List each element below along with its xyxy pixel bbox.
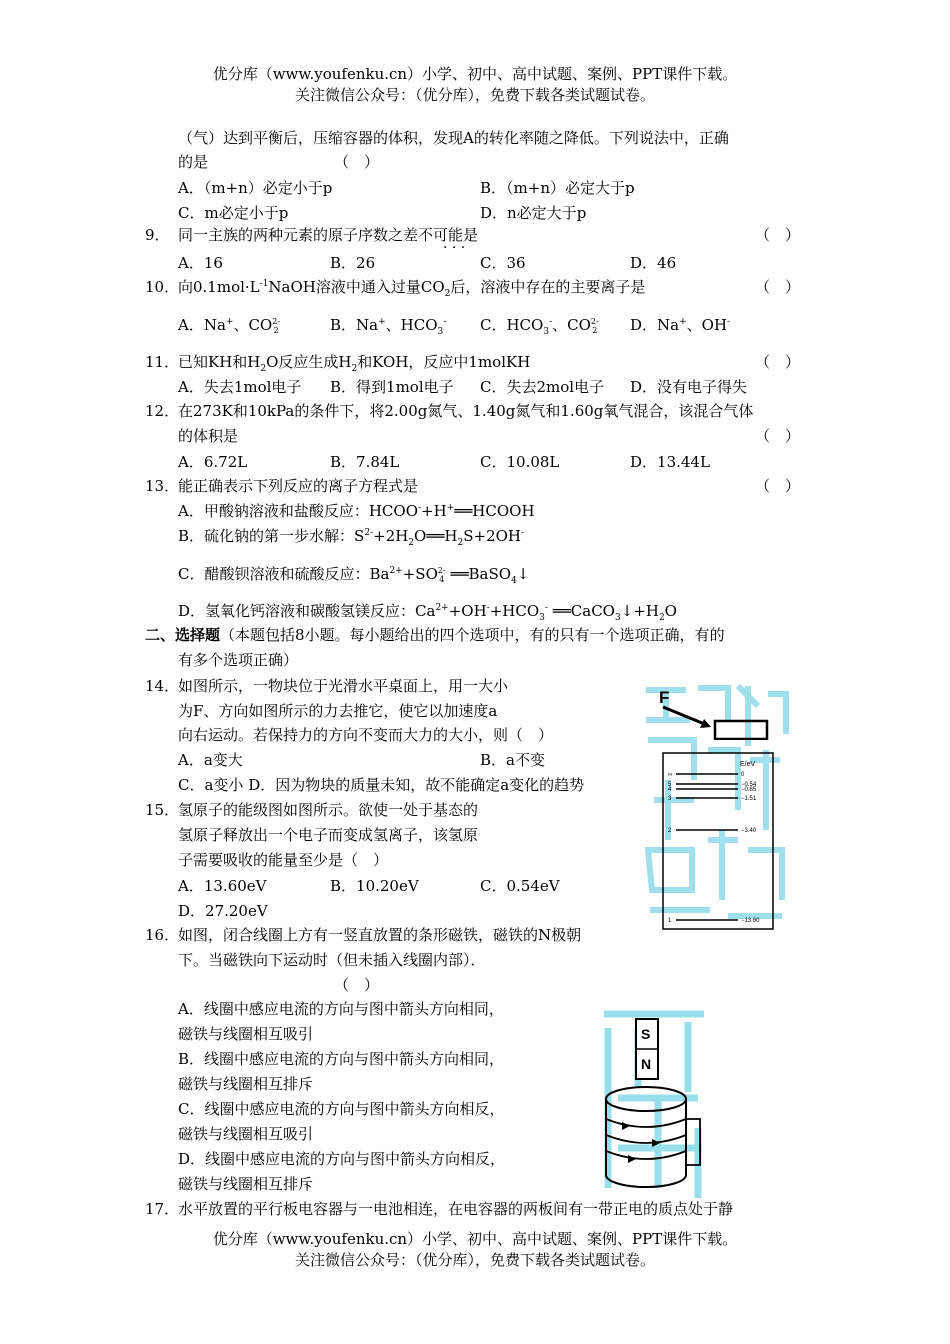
q11-number: 11．: [145, 353, 180, 371]
q14-number: 14．: [145, 677, 180, 695]
q16-option-d-line-1: D．线圈中感应电流的方向与图中箭头方向相反，: [178, 1150, 506, 1168]
q8-option-a: A．（m+n）必定小于p: [178, 179, 333, 197]
energy-level-value: −1.51: [741, 796, 757, 802]
q8-stem-line-1: （气）达到平衡后，压缩容器的体积，发现A的转化率随之降低。下列说法中，正确: [178, 129, 729, 147]
q14-stem-line-3: 向右运动。若保持力的方向不变而大力的大小，则（ ）: [178, 726, 554, 744]
force-label-f: F: [659, 688, 670, 707]
q9-stem: 同一主族的两种元素的原子序数之差不可能是: [178, 226, 479, 244]
q11-option-d: D．没有电子得失: [630, 378, 748, 396]
q9-option-c: C．36: [480, 254, 526, 272]
q15-stem-line-3: 子需要吸收的能量至少是（ ）: [178, 851, 389, 869]
q16-magnet-coil-figure: [600, 1015, 710, 1195]
energy-level-n: 3: [668, 796, 672, 802]
energy-level-n: 1: [668, 918, 672, 924]
q16-option-b-line-1: B．线圈中感应电流的方向与图中箭头方向相同，: [178, 1050, 505, 1068]
q14-option-cd: C．a变小 D．因为物块的质量未知，故不能确定a变化的趋势: [178, 776, 585, 794]
q8-answer-bracket: （ ）: [334, 153, 380, 171]
q14-force-figure: [645, 685, 790, 740]
energy-level-value: 0: [741, 772, 745, 778]
q14-stem-line-1: 如图所示，一物块位于光滑水平桌面上，用一大小: [178, 677, 509, 695]
q11-answer-bracket: （ ）: [755, 353, 801, 371]
q16-number: 16．: [145, 926, 180, 944]
q16-option-b-line-2: 磁铁与线圈相互排斥: [178, 1075, 314, 1093]
energy-level-value: −13.60: [741, 918, 760, 924]
section-2-heading: [145, 625, 725, 645]
magnet-s-pole: S: [641, 1026, 651, 1042]
energy-level-n: 5: [668, 782, 672, 788]
q10-number: 10．: [145, 278, 180, 296]
energy-level-n: 2: [668, 828, 672, 834]
q10-option-b: B．Na+、$HCO_3^-$: [330, 316, 447, 337]
section-2-desc: （本题包括8小题。每小题给出的四个选项中，有的只有一个选项正确，有的: [220, 626, 725, 644]
q12-stem-line-2: 的体积是: [178, 427, 239, 445]
header-line-1: 优分库（www.youfenku.cn）小学、初中、高中试题、案例、PPT课件下载。: [212, 65, 738, 83]
footer-line-2: 关注微信公众号：（优分库），免费下载各类试题试卷。: [294, 1251, 655, 1269]
q13-option-d: D．氢氧化钙溶液和碳酸氢镁反应：$Ca^{2+}+OH^-+HCO_3^-$ $══CaCO_3↓+H_2O$: [178, 602, 677, 623]
footer-line-1: 优分库（www.youfenku.cn）小学、初中、高中试题、案例、PPT课件下载。: [212, 1230, 738, 1248]
q12-answer-bracket: （ ）: [755, 427, 801, 445]
q13-option-c: C．醋酸钡溶液和硫酸反应：$Ba^{2+}+SO2-$ 4 ══BaSO$_4$↓: [178, 565, 530, 586]
header-line-2: 关注微信公众号：（优分库），免费下载各类试题试卷。: [294, 86, 655, 104]
energy-level-value: −0.54: [741, 782, 757, 788]
section-2-title: 二、选择题: [145, 626, 221, 644]
q8-option-c: C．m必定小于p: [178, 204, 289, 222]
q8-option-b: B．（m+n）必定大于p: [480, 179, 635, 197]
q10-option-d: D．Na+、OH-: [630, 316, 731, 334]
q10-option-a: A．Na+、CO2- 2: [178, 316, 281, 335]
q14-stem-line-2: 为F、方向如图所示的力去推它，使它以加速度a: [178, 702, 498, 720]
energy-diagram-frame: [663, 753, 773, 929]
q17-number: 17．: [145, 1200, 180, 1218]
q15-option-c: C．0.54eV: [480, 877, 560, 895]
energy-level-n: ∞: [668, 772, 673, 778]
energy-level-value: −0.85: [741, 787, 757, 793]
q12-option-c: C．10.08L: [480, 453, 560, 471]
q11-stem: 已知KH和$H_2O$反应生成$H_2$和KOH，反应中1molKH: [178, 353, 531, 374]
coil-top: [606, 1087, 686, 1111]
q15-energy-level-figure: [662, 752, 774, 930]
q12-option-b: B．7.84L: [330, 453, 400, 471]
coil-windings: [606, 1119, 686, 1159]
q16-option-c-line-1: C．线圈中感应电流的方向与图中箭头方向相反，: [178, 1100, 505, 1118]
q15-stem-line-2: 氢原子释放出一个电子而变成氢离子，该氢原: [178, 826, 479, 844]
q15-option-d: D．27.20eV: [178, 902, 268, 920]
q15-option-a: A．13.60eV: [178, 877, 267, 895]
q8-option-d: D．n必定大于p: [480, 204, 587, 222]
q13-number: 13．: [145, 477, 180, 495]
q12-stem-line-1: 在273K和10kPa的条件下，将2.00g氮气、1.40g氮气和1.60g氧气混合，该混合气体: [178, 402, 754, 420]
q16-answer-bracket: （ ）: [334, 976, 380, 994]
coil-wire-loop: [686, 1119, 700, 1165]
q16-stem-line-1: 如图，闭合线圈上方有一竖直放置的条形磁铁，磁铁的N极朝: [178, 926, 582, 944]
magnet-n-pole: N: [641, 1056, 652, 1072]
q14-option-b: B．a不变: [480, 751, 545, 769]
q13-option-b: B．硫化钠的第一步水解：$S^{2-}+2H_2O══H_2S+2OH^-$: [178, 527, 525, 548]
q15-option-b: B．10.20eV: [330, 877, 419, 895]
q9-number: 9．: [145, 226, 170, 244]
q16-option-c-line-2: 磁铁与线圈相互吸引: [178, 1125, 314, 1143]
q12-option-a: A．6.72L: [178, 453, 248, 471]
force-arrow-icon: [663, 707, 707, 725]
q10-option-c: C．$HCO_3^-$、CO2- 2: [480, 316, 599, 337]
energy-level-value: −3.40: [741, 828, 757, 834]
q11-option-c: C．失去2mol电子: [480, 378, 605, 396]
q16-option-d-line-2: 磁铁与线圈相互排斥: [178, 1175, 314, 1193]
emphasis-dots: · · ·: [443, 240, 466, 256]
q16-option-a-line-2: 磁铁与线圈相互吸引: [178, 1025, 314, 1043]
q9-option-b: B．26: [330, 254, 376, 272]
energy-unit-label: E/eV: [740, 761, 756, 768]
q14-option-a: A．a变大: [178, 751, 243, 769]
section-2-desc-2: 有多个选项正确）: [178, 651, 299, 669]
q12-number: 12．: [145, 402, 180, 420]
q9-option-a: A．16: [178, 254, 223, 272]
q13-stem: 能正确表示下列反应的离子方程式是: [178, 477, 419, 495]
q13-answer-bracket: （ ）: [755, 477, 801, 495]
q17-stem-line-1: 水平放置的平行板电容器与一电池相连，在电容器的两板间有一带正电的质点处于静: [178, 1200, 734, 1218]
q15-stem-line-1: 氢原子的能级图如图所示。欲使一处于基态的: [178, 801, 479, 819]
q10-answer-bracket: （ ）: [755, 278, 801, 296]
q12-option-d: D．13.44L: [630, 453, 710, 471]
q10-stem: 向$0.1mol\cdot L^{-1}NaOH$溶液中通入过量$CO_2$后，溶液中存在的主要离子是: [178, 278, 646, 299]
q11-option-b: B．得到1mol电子: [330, 378, 454, 396]
energy-level-n: 4: [668, 787, 672, 793]
q15-number: 15．: [145, 801, 180, 819]
q13-option-a: A．甲酸钠溶液和盐酸反应：HCOO-+H+══HCOOH: [178, 502, 535, 520]
q16-option-a-line-1: A．线圈中感应电流的方向与图中箭头方向相同，: [178, 1000, 504, 1018]
q8-stem-line-2: 的是: [178, 153, 209, 171]
q16-stem-line-2: 下。当磁铁向下运动时（但未插入线圈内部）．: [178, 951, 486, 969]
q9-option-d: D．46: [630, 254, 677, 272]
q11-option-a: A．失去1mol电子: [178, 378, 302, 396]
block: [715, 721, 767, 739]
q9-answer-bracket: （ ）: [755, 226, 801, 244]
